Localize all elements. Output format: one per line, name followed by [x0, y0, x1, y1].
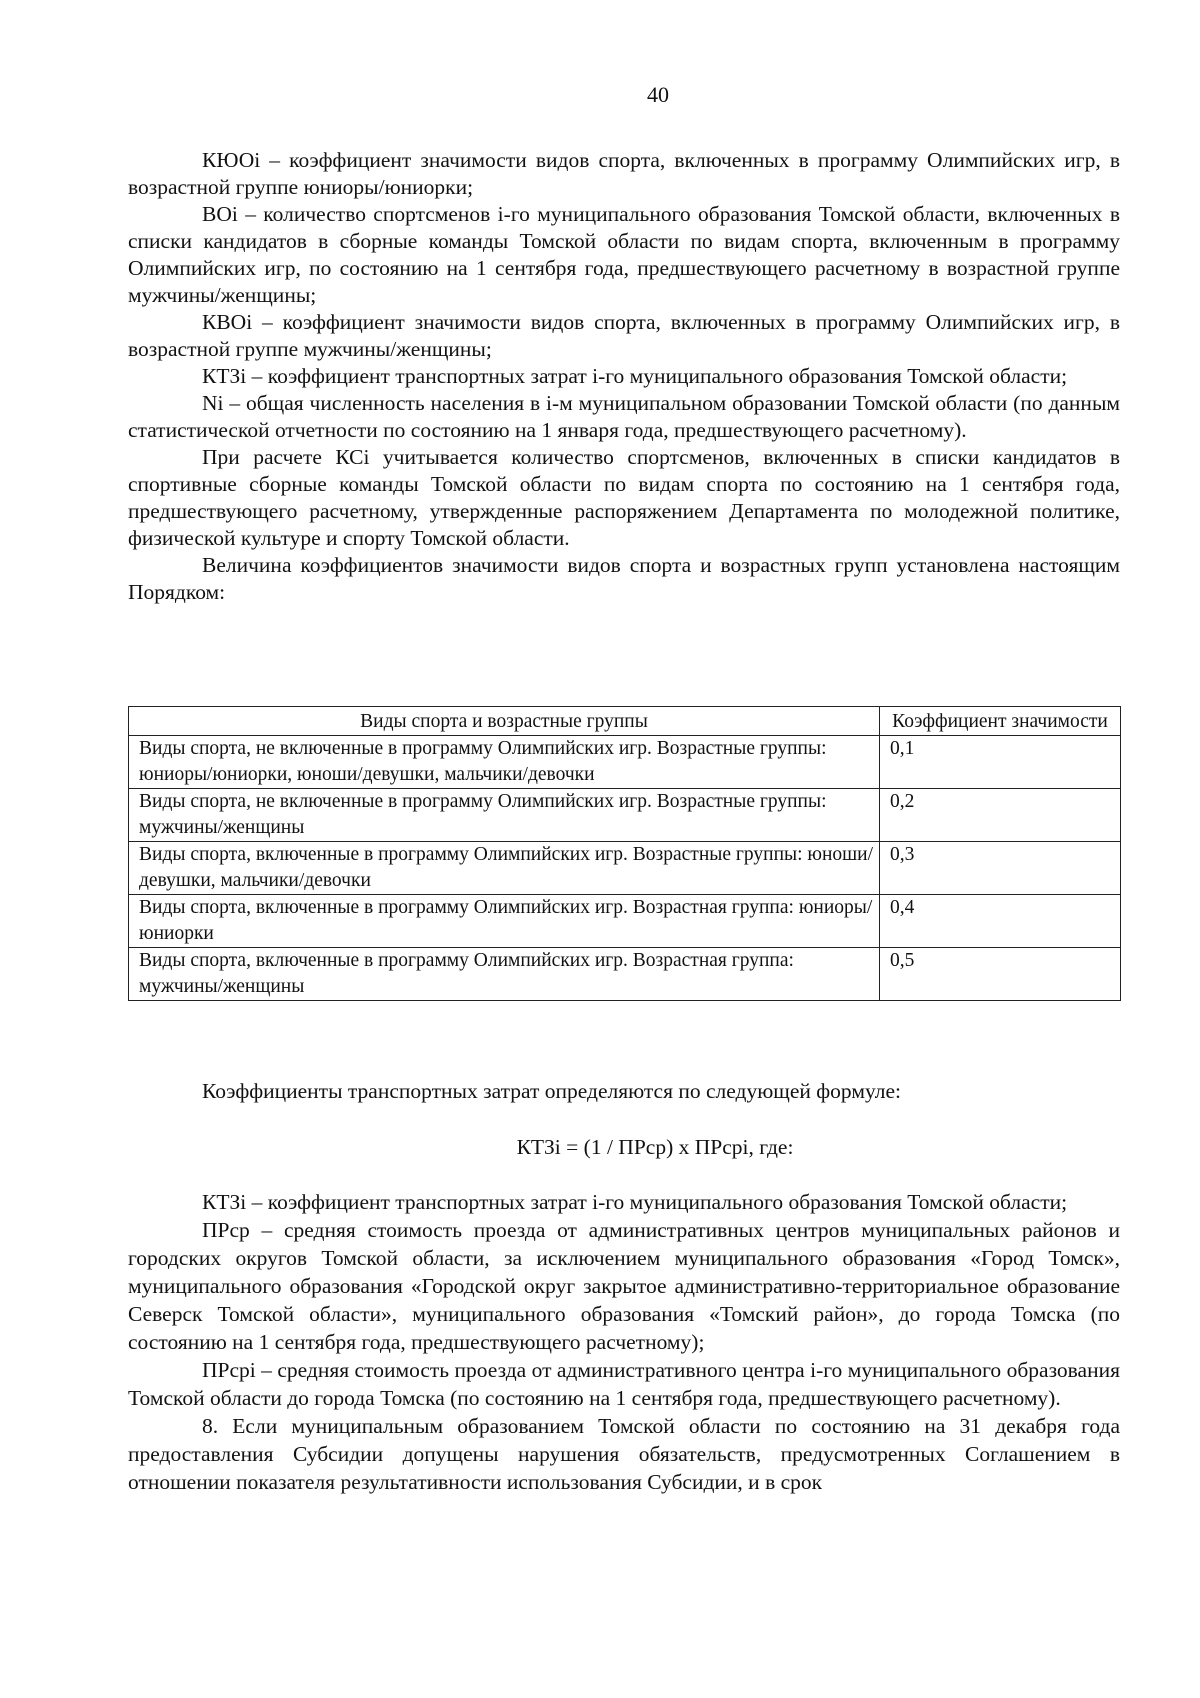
table-row: [129, 736, 1121, 789]
definition-ktzi: КТЗі – коэффициент транспортных затрат і-го муниципального образования Томской области;: [202, 1190, 1068, 1214]
table-cell-value: 0,2: [880, 789, 1121, 842]
table-cell-group: Виды спорта, не включенные в программу Олимпийских игр. Возрастные группы: юниоры/юниорки, юноши/девушки, мальчики/девочки: [129, 736, 880, 789]
table-row: [129, 948, 1121, 1001]
paragraph-item-8: 8. Если муниципальным образованием Томской области по состоянию на 31 декабря года предоставления Субсидии допущены нарушения обязательств, предусмотренных Соглашением в отношении показателя результативности использования Субсидии, и в срок: [128, 1414, 1120, 1494]
paragraph-kvoi: КВОі – коэффициент значимости видов спорта, включенных в программу Олимпийских игр, в возрастной группе мужчины/женщины;: [128, 310, 1120, 361]
formula: КТЗі = (1 / ПРср) x ПРсрі, где:: [516, 1135, 794, 1159]
table-cell-value: 0,5: [880, 948, 1121, 1001]
table-cell-value: 0,4: [880, 895, 1121, 948]
table-header-coefficient: Коэффициент значимости: [880, 707, 1121, 736]
table-cell-value: 0,3: [880, 842, 1121, 895]
table-header-groups: Виды спорта и возрастные группы: [129, 707, 880, 736]
table-cell-value: 0,1: [880, 736, 1121, 789]
table-cell-group: Виды спорта, не включенные в программу Олимпийских игр. Возрастные группы: мужчины/женщины: [129, 789, 880, 842]
table-cell-group: Виды спорта, включенные в программу Олимпийских игр. Возрастные группы: юноши/девушки, мальчики/девочки: [129, 842, 880, 895]
paragraph-ksi: При расчете КСі учитывается количество спортсменов, включенных в списки кандидатов в спортивные сборные команды Томской области по видам спорта по состоянию на 1 сентября года, предшествующего расчетному, утвержденные распоряжением Департамента по молодежной политике, физической культуре и спорту Томской области.: [128, 445, 1120, 550]
paragraph-ni: Ni – общая численность населения в і-м муниципальном образовании Томской области (по данным статистической отчетности по состоянию на 1 января года, предшествующего расчетному).: [128, 391, 1120, 442]
table-row: [129, 842, 1121, 895]
definitions-text: [128, 1188, 1120, 1496]
formula-caption: Коэффициенты транспортных затрат определяются по следующей формуле:: [202, 1079, 902, 1103]
coefficient-table: [128, 706, 1121, 1001]
table-header-row: [129, 707, 1121, 736]
paragraph-coefficients-intro: Величина коэффициентов значимости видов спорта и возрастных групп установлена настоящим Порядком:: [128, 553, 1120, 604]
paragraph-ktzi: КТЗі – коэффициент транспортных затрат і-го муниципального образования Томской области;: [202, 364, 1068, 388]
paragraph-kyuoi: КЮОі – коэффициент значимости видов спорта, включенных в программу Олимпийских игр, в возрастной группе юниоры/юниорки;: [128, 148, 1120, 199]
table-row: [129, 789, 1121, 842]
definition-prsri: ПРсрі – средняя стоимость проезда от административного центра і-го муниципального образования Томской области до города Томска (по состоянию на 1 сентября года, предшествующего расчетному).: [128, 1358, 1120, 1410]
page-number: 40: [647, 82, 669, 107]
paragraph-voi: ВОі – количество спортсменов і-го муниципального образования Томской области, включенных в списки кандидатов в сборные команды Томской области по видам спорта, включенным в программу Олимпийских игр, по состоянию на 1 сентября года, предшествующего расчетному в возрастной группе мужчины/женщины;: [128, 202, 1120, 307]
definition-prsr: ПРср – средняя стоимость проезда от административных центров муниципальных районов и городских округов Томской области, за исключением муниципального образования «Город Томск», муниципального образования «Городской округ закрытое административно-территориальное образование Северск Томской области», муниципального образования «Томский район», до города Томска (по состоянию на 1 сентября года, предшествующего расчетному);: [128, 1218, 1120, 1354]
table-cell-group: Виды спорта, включенные в программу Олимпийских игр. Возрастная группа: мужчины/женщины: [129, 948, 880, 1001]
table-cell-group: Виды спорта, включенные в программу Олимпийских игр. Возрастная группа: юниоры/юниорки: [129, 895, 880, 948]
intro-text: [128, 147, 1120, 606]
table-row: [129, 895, 1121, 948]
